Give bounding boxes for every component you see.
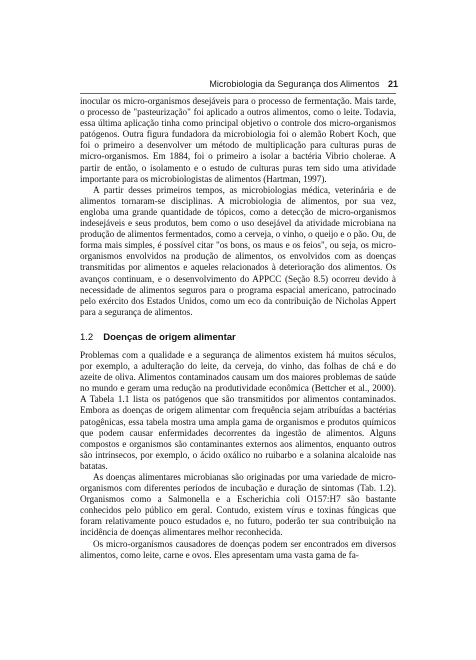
paragraph: As doenças alimentares microbianas são originadas por uma variedade de micro-organismos com diferentes períodos de incubação e duração de sintomas (Tab. 1.2). Organismos como a Salmonella e a Escherichia coli O157:H7 são bastante conhecidos pelo público em geral. Contudo, existem vírus e toxinas fúngicas que foram relativamente pouco estudados e, no futuro, poderão ter sua contribuição na incidência de doenças alimentares melhor reconhecida. — [80, 472, 396, 538]
section-number: 1.2 — [80, 331, 94, 343]
header-rule — [80, 93, 396, 94]
paragraph: Os micro-organismos causadores de doenças podem ser encontrados em diversos alimentos, como leite, carne e ovos. Eles apresentam uma vasta gama de fa- — [80, 538, 396, 560]
paragraph: Problemas com a qualidade e a segurança de alimentos existem há muitos séculos, por exemplo, a adulteração do leite, da cerveja, do vinho, das folhas de chá e do azeite de oliva. Alimentos contaminados causam um dos maiores problemas de saúde no mundo e geram uma redução na produtividade econômica (Bettcher et al., 2000). A Tabela 1.1 lista os patógenos que são transmitidos por alimentos contaminados. Embora as doenças de origem alimentar com frequência sejam atribuídas a bactérias patogênicas, essa tabela mostra uma ampla gama de organismos e produtos químicos que podem causar enfermidades decorrentes da ingestão de alimentos. Alguns compostos e organismos são contaminantes externos aos alimentos, enquanto outros são intrínsecos, por exemplo, o ácido oxálico no ruibarbo e a solanina alcaloide nas batatas. — [80, 349, 396, 471]
body-text — [80, 96, 396, 561]
running-head-title: Microbiologia da Segurança dos Alimentos — [209, 79, 380, 89]
paragraph: A partir desses primeiros tempos, as microbiologias médica, veterinária e de alimentos tornaram-se disciplinas. A microbiologia de alimentos, por sua vez, engloba uma grande quantidade de tópicos, como a detecção de micro-organismos indesejáveis e seus produtos, bem como o uso desejável da atividade microbiana na produção de alimentos fermentados, como a cerveja, o vinho, o queijo e o pão. Ou, de forma mais simples, é possível citar "os bons, os maus e os feios", ou seja, os micro-organismos envolvidos na produção de alimentos, os envolvidos com as doenças transmitidas por alimentos e aqueles relacionados à deterioração dos alimentos. Os avanços continuam, e o desenvolvimento do APPCC (Seção 8.5) ocorreu devido à necessidade de alimentos seguros para o programa espacial americano, patrocinado pelo exército dos Estados Unidos, como um eco da contribuição de Nicholas Appert para a segurança de alimentos. — [80, 184, 396, 317]
page-number: 21 — [387, 79, 398, 89]
section-title: Doenças de origem alimentar — [103, 331, 236, 343]
section-heading — [80, 332, 396, 343]
running-head — [209, 79, 398, 89]
paragraph: inocular os micro-organismos desejáveis para o processo de fermentação. Mais tarde, o processo de "pasteurização" foi aplicado a outros alimentos, como o leite. Todavia, essa última aplicação tinha como principal objetivo o controle dos micro-organismos patógenos. Outra figura fundadora da microbiologia foi o alemão Robert Koch, que foi o primeiro a desenvolver um método de multiplicação para culturas puras de micro-organismos. Em 1884, foi o primeiro a isolar a bactéria Vibrio cholerae. A partir de então, o isolamento e o estudo de culturas puras tem sido uma atividade importante para os microbiologistas de alimentos (Hartman, 1997). — [80, 96, 396, 184]
